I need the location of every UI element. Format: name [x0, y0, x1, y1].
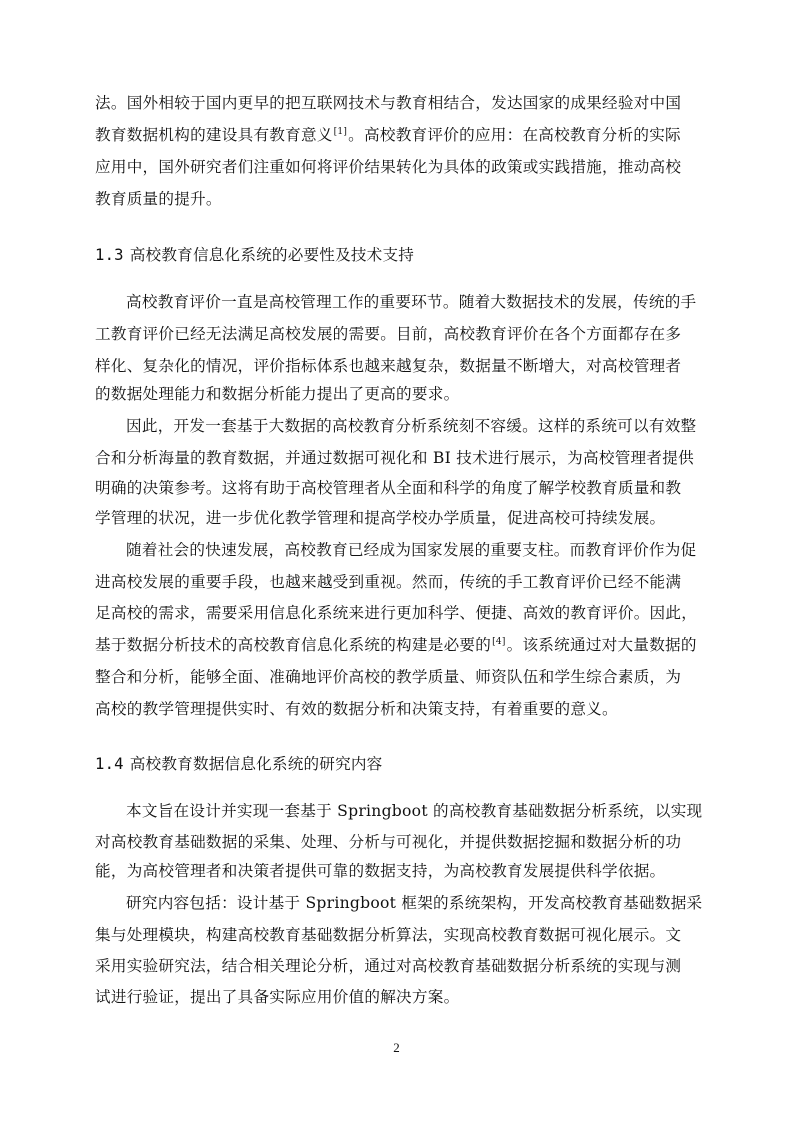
- paragraph-2-line-2: 工教育评价已经无法满足高校发展的需要。目前，高校教育评价在各个方面都存在多: [95, 325, 682, 343]
- citation-ref-4: [4]: [492, 636, 506, 647]
- section-title: 高校教育信息化系统的必要性及技术支持: [129, 246, 415, 264]
- paragraph-1-line-2: [95, 125, 681, 145]
- paragraph-6-line-2: 集与处理模块，构建高校教育基础数据分析算法，实现高校教育数据可视化展示。文: [95, 926, 682, 944]
- paragraph-3-line-2: 合和分析海量的教育数据，并通过数据可视化和 BI 技术进行展示，为高校管理者提供: [95, 449, 694, 467]
- paragraph-4-line-4-text-b: 。该系统通过对大量数据的: [506, 636, 697, 654]
- paragraph-3-line-4: 学管理的状况，进一步优化教学管理和提高学校办学质量，促进高校可持续发展。: [95, 509, 666, 527]
- paragraph-1-line-1: 法。国外相较于国内更早的把互联网技术与教育相结合，发达国家的成果经验对中国: [95, 94, 682, 112]
- paragraph-2-line-3: 样化、复杂化的情况，评价指标体系也越来越复杂，数据量不断增大，对高校管理者: [95, 357, 682, 375]
- paragraph-4-line-5: 整合和分析，能够全面、准确地评价高校的教学质量、师资队伍和学生综合素质，为: [95, 668, 682, 686]
- paragraph-4-line-3: 足高校的需求，需要采用信息化系统来进行更加科学、便捷、高效的教育评价。因此，: [95, 604, 698, 622]
- paragraph-6-line-1: 研究内容包括：设计基于 Springboot 框架的系统架构，开发高校教育基础数据采: [126, 894, 703, 912]
- paragraph-4-line-4-text-a: 基于数据分析技术的高校教育信息化系统的构建是必要的: [95, 636, 492, 654]
- paragraph-2-line-1: 高校教育评价一直是高校管理工作的重要环节。随着大数据技术的发展，传统的手: [126, 293, 697, 311]
- section-number: 1.3: [95, 246, 124, 264]
- page-number: 2: [393, 1040, 400, 1055]
- paragraph-1-line-2-text-b: 。高校教育评价的应用：在高校教育分析的实际: [348, 126, 681, 144]
- section-heading-1-4: [95, 754, 382, 774]
- section-heading-1-3: [95, 245, 414, 265]
- citation-ref-1: [1]: [333, 126, 348, 137]
- paragraph-5-line-2: 对高校教育基础数据的采集、处理、分析与可视化，并提供数据挖掘和数据分析的功: [95, 833, 682, 851]
- paragraph-4-line-6: 高校的教学管理提供实时、有效的数据分析和决策支持，有着重要的意义。: [95, 700, 618, 718]
- paragraph-4-line-2: 进高校发展的重要手段，也越来越受到重视。然而，传统的手工教育评价已经不能满: [95, 573, 682, 591]
- paragraph-1-line-2-text-a: 教育数据机构的建设具有教育意义: [95, 126, 333, 144]
- paragraph-2-line-4: 的数据处理能力和数据分析能力提出了更高的要求。: [95, 385, 460, 403]
- section-title: 高校教育数据信息化系统的研究内容: [129, 755, 383, 773]
- paragraph-1-line-3: 应用中，国外研究者们注重如何将评价结果转化为具体的政策或实践措施，推动高校: [95, 158, 682, 176]
- paragraph-5-line-3: 能，为高校管理者和决策者提供可靠的数据支持，为高校教育发展提供科学依据。: [95, 862, 666, 880]
- paragraph-3-line-1: 因此，开发一套基于大数据的高校教育分析系统刻不容缓。这样的系统可以有效整: [126, 417, 697, 435]
- paragraph-6-line-4: 试进行验证，提出了具备实际应用价值的解决方案。: [95, 988, 460, 1006]
- paragraph-4-line-4: [95, 635, 697, 655]
- paragraph-1-line-4: 教育质量的提升。: [95, 190, 222, 208]
- paragraph-5-line-1: 本文旨在设计并实现一套基于 Springboot 的高校教育基础数据分析系统，以实现: [126, 802, 703, 820]
- paragraph-4-line-1: 随着社会的快速发展，高校教育已经成为国家发展的重要支柱。而教育评价作为促: [126, 541, 697, 559]
- section-number: 1.4: [95, 755, 124, 773]
- paragraph-3-line-3: 明确的决策参考。这将有助于高校管理者从全面和科学的角度了解学校教育质量和教: [95, 479, 682, 497]
- paragraph-6-line-3: 采用实验研究法，结合相关理论分析，通过对高校教育基础数据分析系统的实现与测: [95, 957, 682, 975]
